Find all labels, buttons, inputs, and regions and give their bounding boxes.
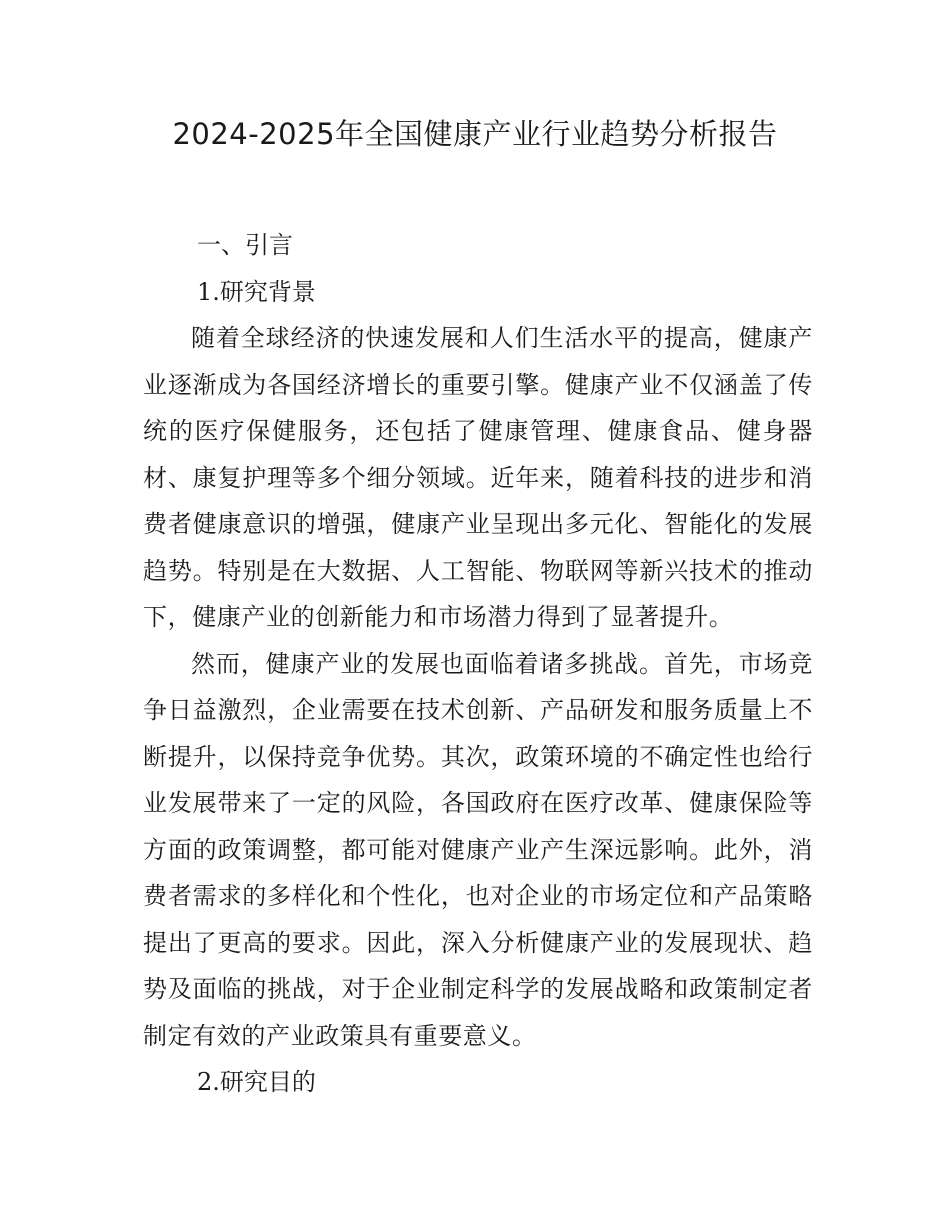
subsection-heading-purpose: 2.研究目的 [197, 1068, 316, 1096]
document-body [143, 222, 813, 1106]
subsection-heading-background: 1.研究背景 [197, 277, 316, 306]
document-title: 2024-2025年全国健康产业行业趋势分析报告 [172, 117, 778, 151]
section-heading-introduction: 一、引言 [197, 231, 293, 259]
paragraph-background: 随着全球经济的快速发展和人们生活水平的提高，健康产业逐渐成为各国经济增长的重要引擎。健康产业不仅涵盖了传统的医疗保健服务，还包括了健康管理、健康食品、健身器材、康复护理等多个细分领域。近年来，随着科技的进步和消费者健康意识的增强，健康产业呈现出多元化、智能化的发展趋势。特别是在大数据、人工智能、物联网等新兴技术的推动下，健康产业的创新能力和市场潜力得到了显著提升。 [143, 324, 813, 631]
paragraph-challenges: 然而，健康产业的发展也面临着诸多挑战。首先，市场竞争日益激烈，企业需要在技术创新、产品研发和服务质量上不断提升，以保持竞争优势。其次，政策环境的不确定性也给行业发展带来了一定的风险，各国政府在医疗改革、健康保险等方面的政策调整，都可能对健康产业产生深远影响。此外，消费者需求的多样化和个性化，也对企业的市场定位和产品策略提出了更高的要求。因此，深入分析健康产业的发展现状、趋势及面临的挑战，对于企业制定科学的发展战略和政策制定者制定有效的产业政策具有重要意义。 [143, 649, 813, 1050]
